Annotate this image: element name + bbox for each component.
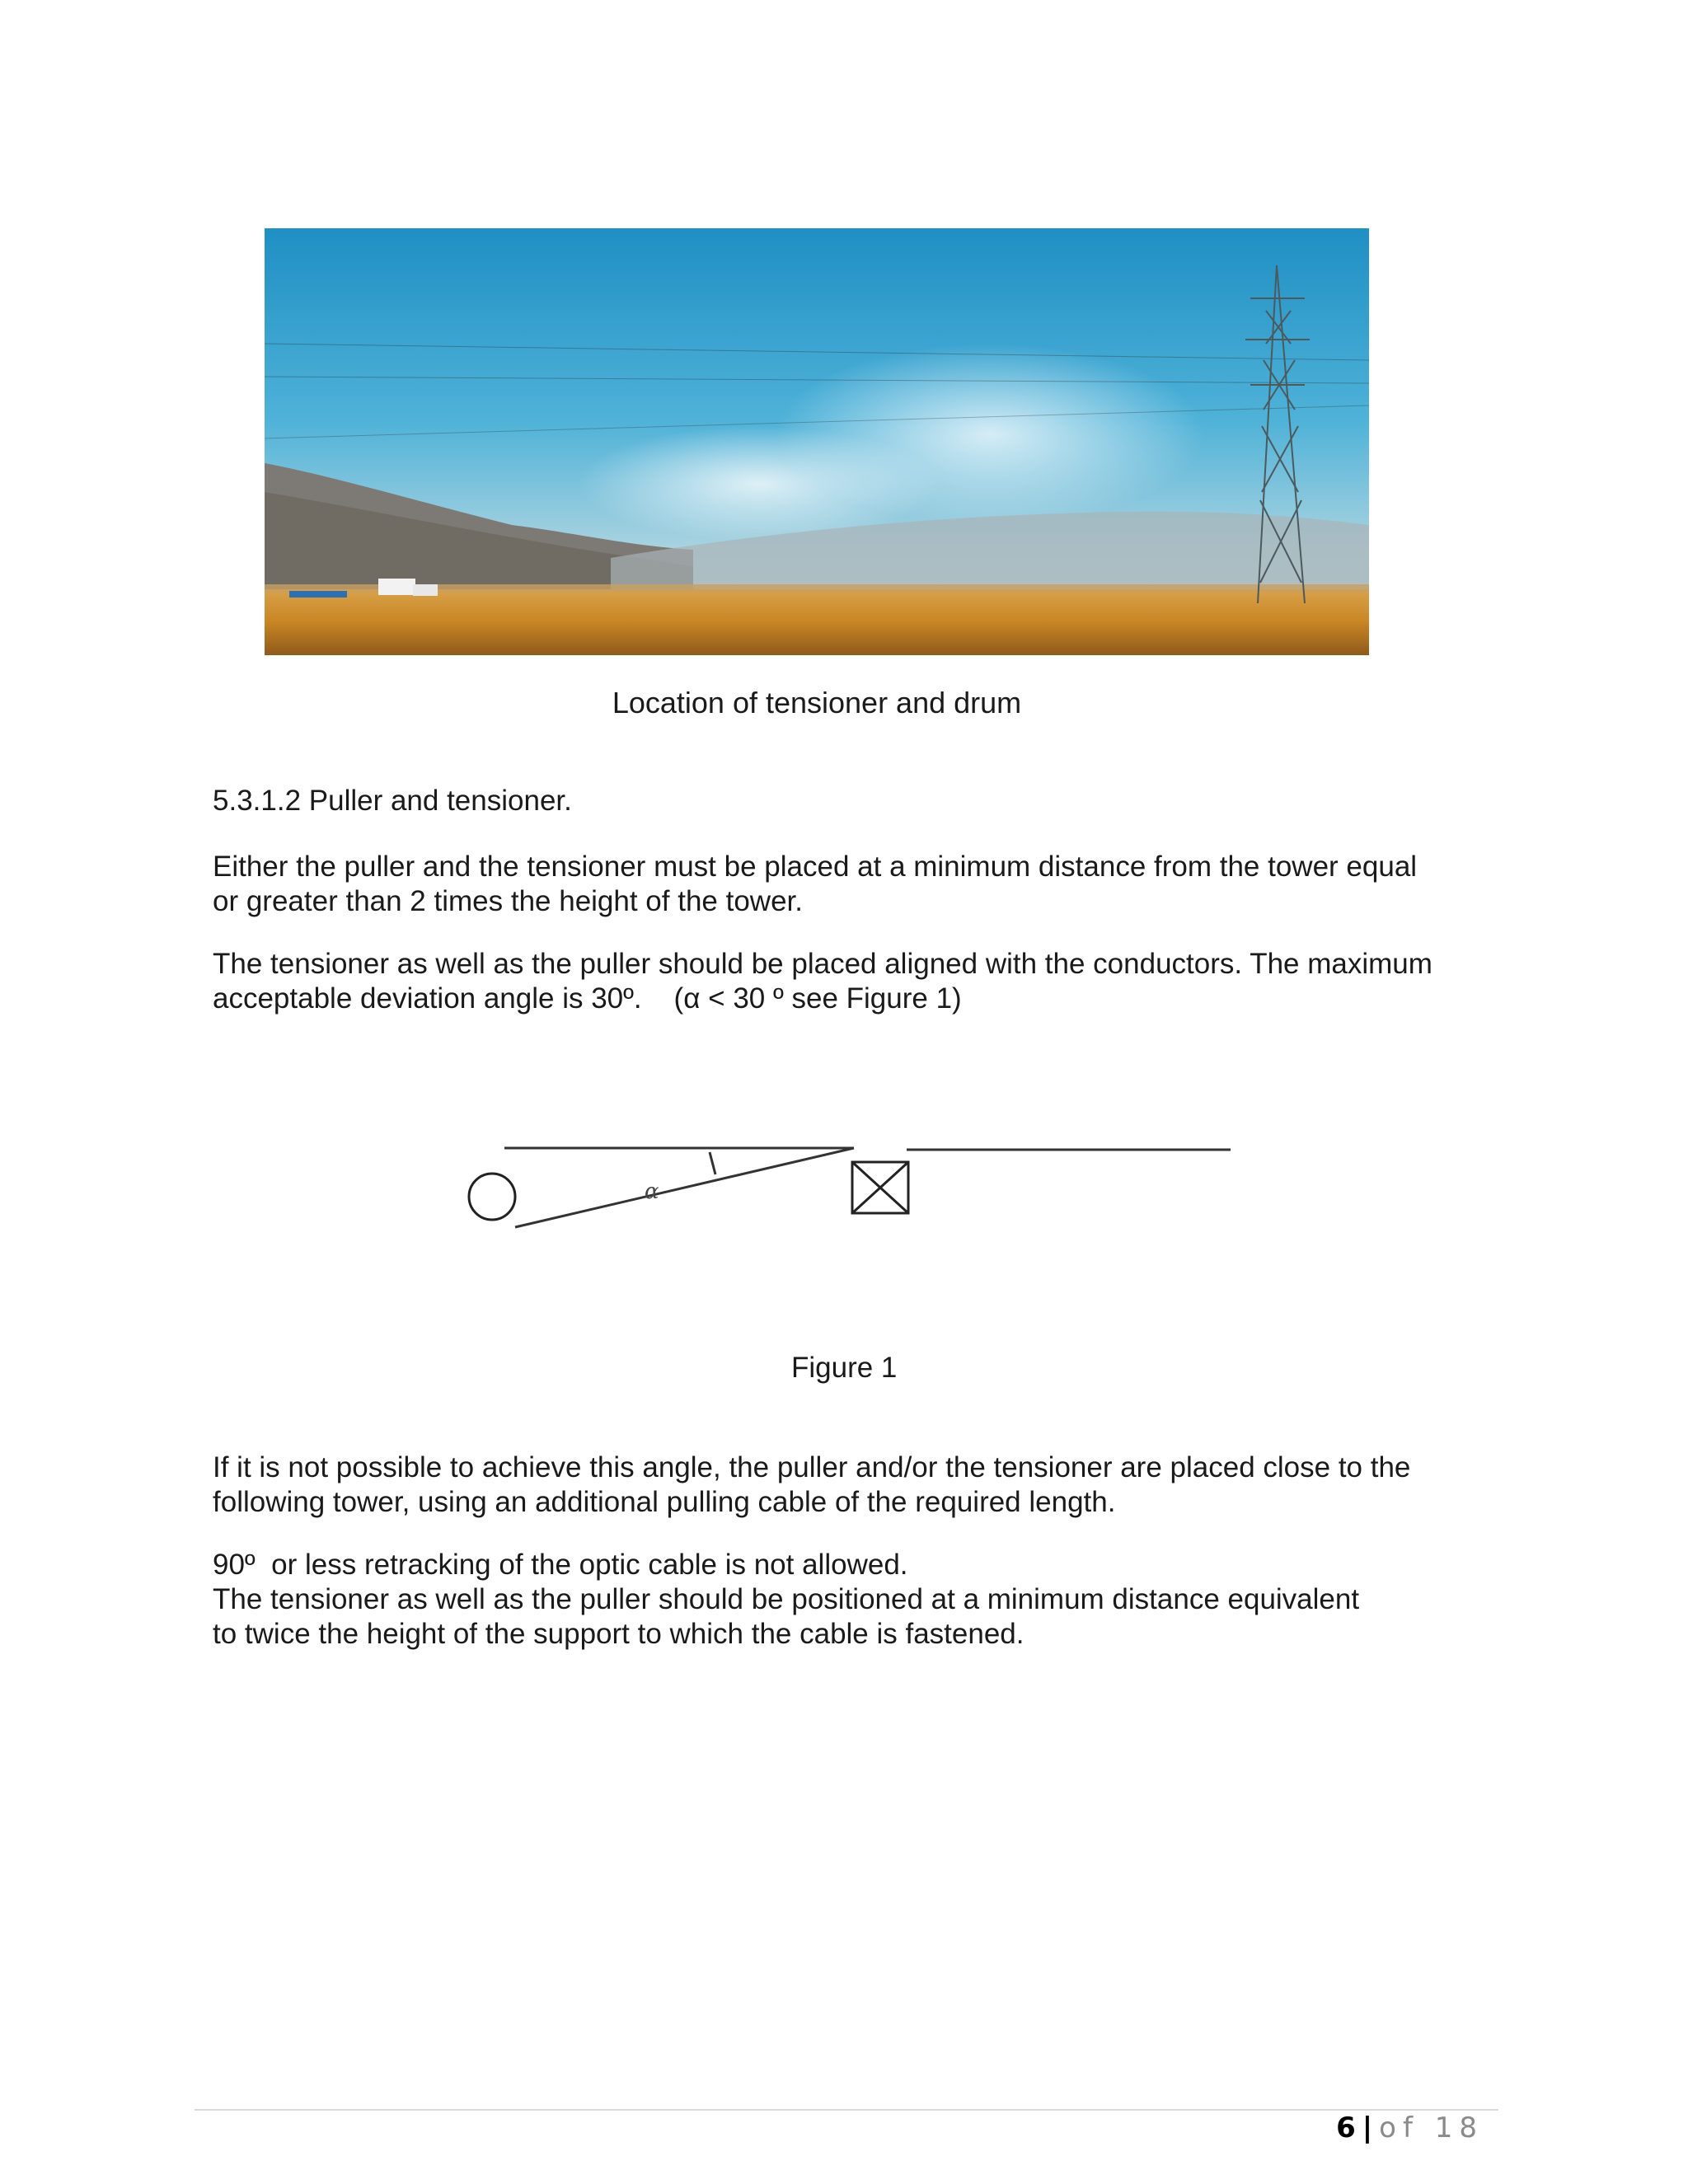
puller-circle-icon [469, 1174, 515, 1220]
paragraph-line: The tensioner as well as the puller should be positioned at a minimum distance equivalent [213, 1583, 1360, 1615]
paragraph-line: acceptable deviation angle is 30º. (α < 30 º see Figure 1) [213, 982, 962, 1015]
landscape-photo-power-tower-icon [265, 228, 1369, 655]
paragraph-line: following tower, using an additional pulling cable of the required length. [213, 1486, 1116, 1518]
paragraph-retracking [213, 1548, 1449, 1652]
page-current: 6 [1336, 2111, 1356, 2144]
paragraph-line: or greater than 2 times the height of the tower. [213, 885, 803, 917]
page-number [1336, 2111, 1484, 2144]
paragraph-alignment [213, 947, 1449, 1016]
deviation-line [515, 1148, 854, 1227]
landscape-photo [265, 228, 1369, 655]
angle-label: α [645, 1179, 659, 1204]
paragraph-alternative [213, 1451, 1449, 1520]
page-total: of 18 [1379, 2111, 1484, 2144]
section-heading: 5.3.1.2 Puller and tensioner. [213, 785, 572, 817]
figure-1-diagram [445, 1121, 1253, 1244]
angle-arc-mark [710, 1152, 715, 1174]
paragraph-line: The tensioner as well as the puller should be placed aligned with the conductors. The maximum [213, 948, 1432, 980]
photo-caption: Location of tensioner and drum [612, 686, 1022, 719]
paragraph-line: If it is not possible to achieve this angle, the puller and/or the tensioner are placed close to the [213, 1451, 1411, 1483]
paragraph-minimum-distance [213, 850, 1449, 919]
footer-divider [195, 2109, 1498, 2111]
paragraph-line: to twice the height of the support to which the cable is fastened. [213, 1618, 1025, 1650]
page-separator: | [1362, 2111, 1373, 2144]
figure-caption: Figure 1 [791, 1352, 898, 1384]
paragraph-line: 90º or less retracking of the optic cable is not allowed. [213, 1549, 908, 1581]
paragraph-line: Either the puller and the tensioner must be placed at a minimum distance from the tower equal [213, 851, 1418, 883]
